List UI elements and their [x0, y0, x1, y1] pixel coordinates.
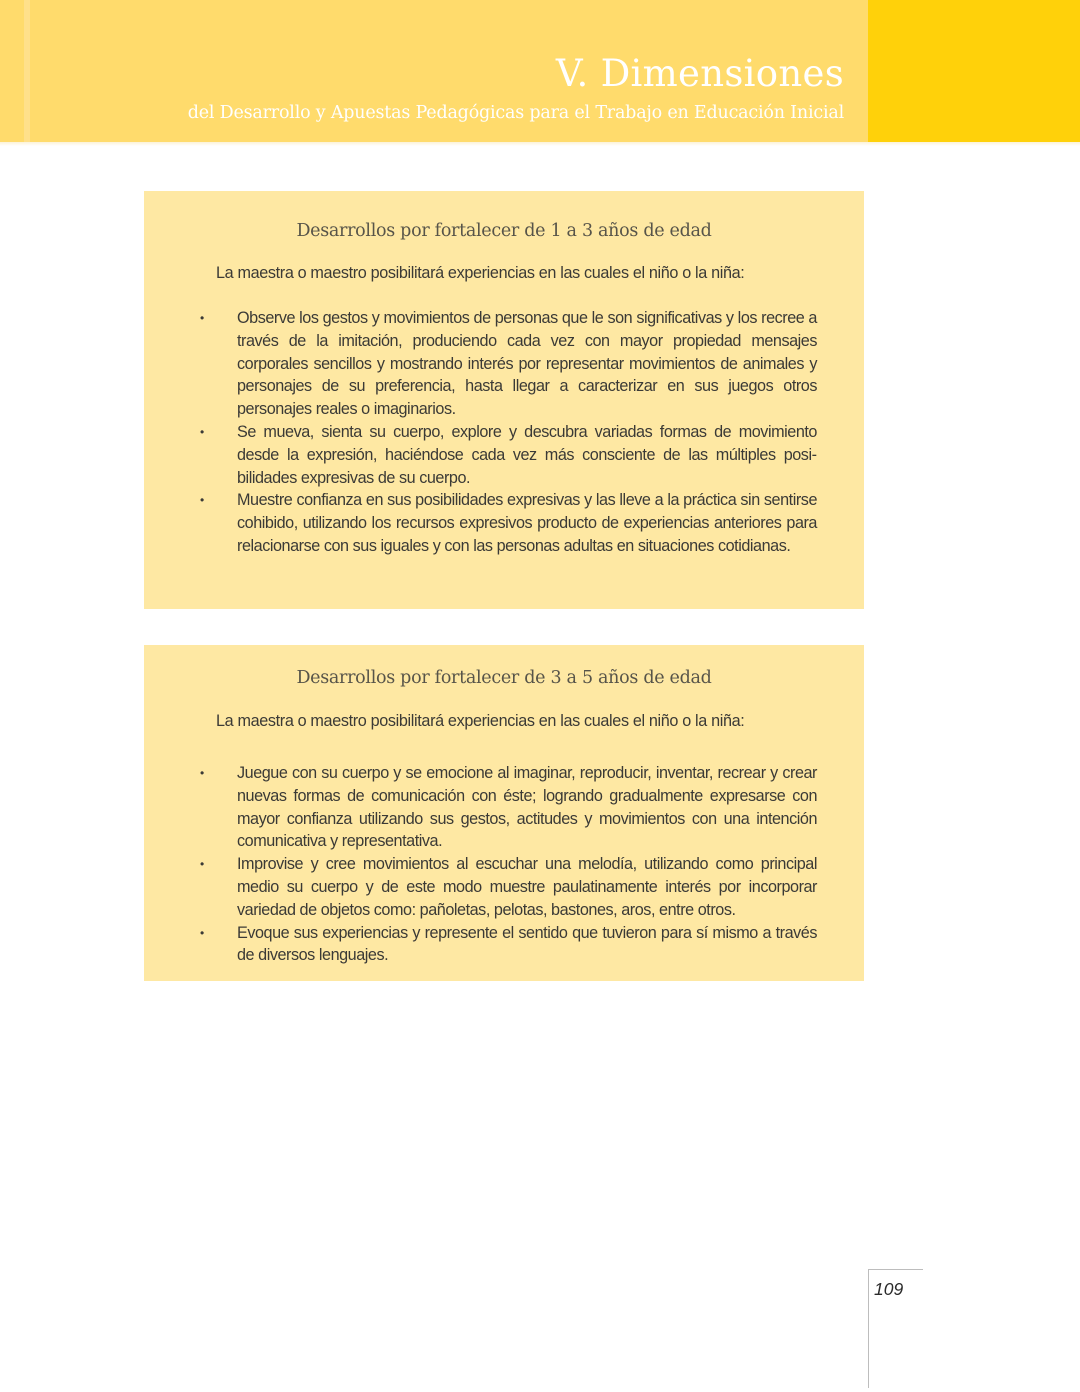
chapter-title: V. Dimensiones: [555, 52, 844, 95]
list-item: [144, 421, 817, 489]
list-item: [144, 307, 817, 421]
list-item: [144, 853, 817, 921]
list-item: [144, 762, 817, 853]
list-item-text: Muestre confianza en sus posibilidades expresivas y las lleve a la práctica sin sentirse cohibido, utilizando los recursos expresivos producto de experiencias anteriores para relacionarse con sus iguales y con las personas adultas en situaciones cotidianas.: [237, 491, 817, 555]
list-item-text: Juegue con su cuerpo y se emocione al imaginar, reproducir, inventar, recrear y crear nuevas formas de comunicación con éste; logrando gradualmente expresarse con mayor confianza utilizando sus gestos, actitudes y movimientos con una intención comunicativa y representativa.: [237, 764, 817, 851]
list-item-text: Se mueva, sienta su cuerpo, explore y descubra variadas formas de movimiento desde la expresión, haciéndose cada vez más consciente de las múltiples posibilidades expresivas de su cuerpo.: [237, 422, 817, 487]
page-number-frame-side: [868, 1270, 869, 1388]
banner-accent-block: [868, 0, 1080, 142]
banner-decorative-rule: [24, 0, 30, 142]
page-number-frame-top: [868, 1269, 923, 1270]
section-heading: Desarrollos por fortalecer de 1 a 3 años de edad: [296, 221, 712, 241]
list-item-text: Observe los gestos y movimientos de personas que le son significativas y los recree a través de la imitación, produciendo cada vez con mayor propiedad mensajes corporales sencillos y mostrando interés por representar movimientos de animales y personajes de su preferencia, hasta llegar a caracterizar en sus juegos otros personajes reales o imaginarios.: [237, 309, 817, 419]
list-item: [144, 922, 817, 968]
section-intro: La maestra o maestro posibilitará experiencias en las cuales el niño o la niña:: [216, 712, 745, 730]
list-item-text: Improvise y cree movimientos al escuchar una melodía, utilizando como principal medio su cuerpo y de este modo muestre paulatinamente interés por incorporar variedad de objetos como: pañoletas, pelotas, bastones, aros, entre otros.: [237, 855, 817, 919]
bullet-list: [144, 762, 864, 967]
section-box-3-to-5-years: [144, 645, 864, 981]
section-heading: Desarrollos por fortalecer de 3 a 5 años de edad: [296, 668, 712, 688]
list-item-text: Evoque sus experiencias y represente el sentido que tuvieron para sí mismo a través de diversos lenguajes.: [237, 923, 817, 965]
chapter-subtitle: del Desarrollo y Apuestas Pedagógicas para el Trabajo en Educación Inicial: [187, 103, 844, 123]
banner-shadow: [0, 142, 1080, 146]
bullet-icon: •: [200, 493, 204, 508]
bullet-icon: •: [200, 857, 204, 872]
bullet-icon: •: [200, 424, 204, 439]
bullet-icon: •: [200, 766, 204, 780]
page-number: 109: [874, 1279, 904, 1299]
list-item: [144, 489, 817, 557]
section-intro: La maestra o maestro posibilitará experiencias en las cuales el niño o la niña:: [216, 264, 745, 282]
bullet-icon: •: [200, 311, 204, 325]
section-box-1-to-3-years: [144, 191, 864, 609]
bullet-icon: •: [200, 925, 204, 940]
bullet-list: [144, 307, 864, 558]
